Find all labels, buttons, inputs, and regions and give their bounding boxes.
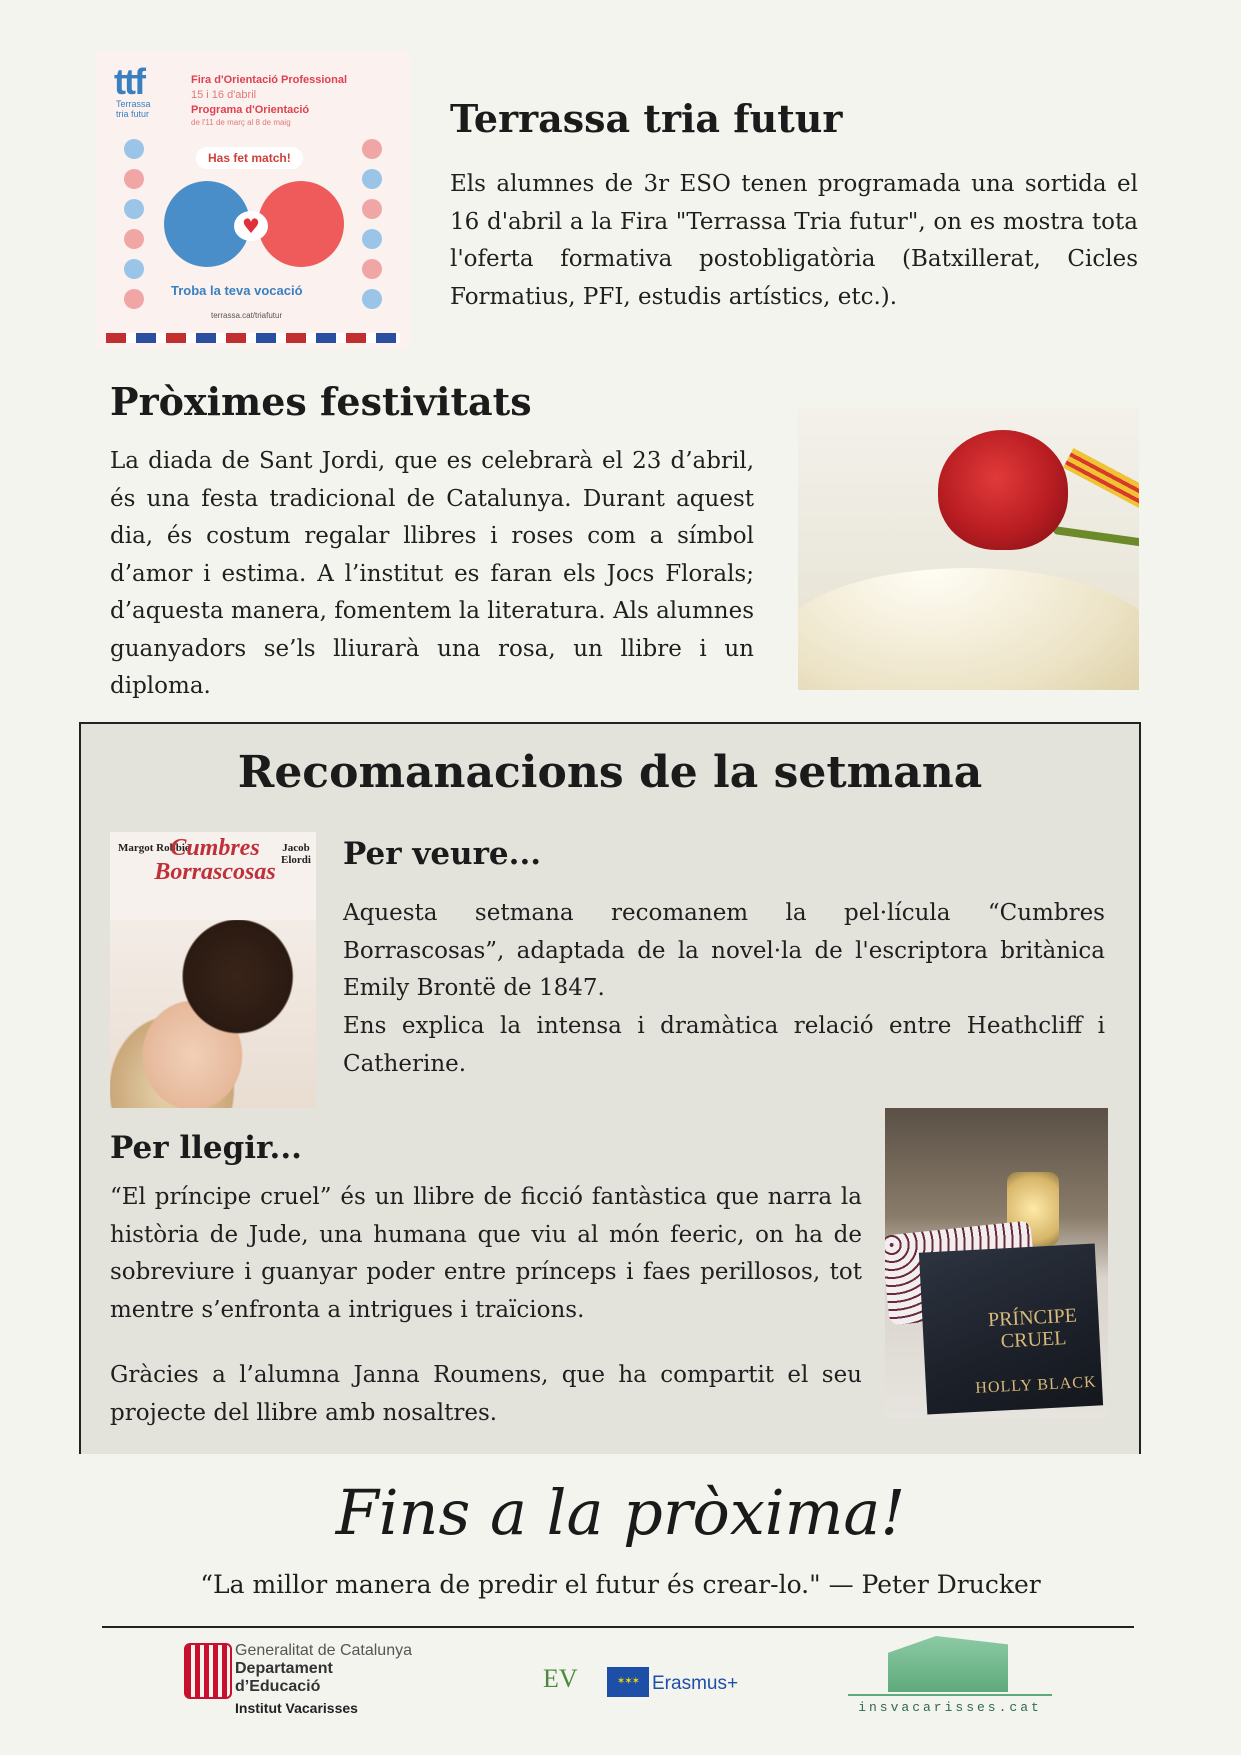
poster-camera-circle	[258, 181, 344, 267]
poster-logo-sub: Terrassa tria futur	[116, 99, 151, 119]
poster-actor-left: Margot Robbie	[118, 842, 190, 854]
senyera-ribbon	[1063, 448, 1139, 510]
poster-url: terrassa.cat/triafutur	[211, 311, 283, 320]
avatar-icon	[124, 259, 144, 279]
poster-line-3: Programa d'Orientació	[191, 104, 310, 116]
festivities-body: La diada de Sant Jordi, que es celebrarà el 23 d’abril, és una festa tradicional de Catalunya. Durant aquest dia, és costum regalar llibres i roses com a símbol d’amor i estima. A l’institut es faran els Jocs Florals; d’aquesta manera, fomentem la literatura. Als alumnes guanyadors se’ls lliurarà una rosa, un llibre i un diploma.	[110, 448, 754, 699]
gencat-line-3: d’Educació	[235, 1678, 321, 1695]
avatar-icon	[124, 169, 144, 189]
read-body-1: “El príncipe cruel” és un llibre de ficció fantàstica que narra la història de Jude, una humana que viu al món feeric, on ha de sobreviure i guanyar poder entre prínceps i faes perillosos, tot mentre s’enfronta a intrigues i traïcions.	[110, 1184, 862, 1323]
poster-line-1: Fira d'Orientació Professional	[191, 74, 348, 86]
profession-icon	[362, 199, 382, 219]
gencat-line-1: Generalitat de Catalunya	[235, 1642, 412, 1659]
watch-body-1: Aquesta setmana recomanem la pel·lícula “Cumbres Borrascosas”, adaptada de la novel·la de l'escriptora britànica Emily Brontë de 1847.	[343, 900, 1105, 1001]
event-body: Els alumnes de 3r ESO tenen programada una sortida el 16 d'abril a la Fira "Terrassa Tria futur", on es mostra tota l'oferta formativa postobligatòria (Batxillerat, Cicles Formatius, PFI, estudis artístics, etc.).	[450, 171, 1138, 310]
read-body-2: Gràcies a l’alumna Janna Roumens, que ha compartit el seu projecte del llibre amb nosaltres.	[110, 1362, 862, 1426]
sponsor-logos	[106, 333, 400, 343]
poster-line-4: de l'11 de març al 8 de maig	[191, 118, 291, 127]
institute-logo-line	[848, 1694, 1052, 1696]
poster-line-2: 15 i 16 d'abril	[191, 89, 257, 101]
erasmus-label: Erasmus+	[652, 1673, 739, 1694]
avatar-icon	[124, 139, 144, 159]
recommendations-title: Recomanacions de la setmana	[237, 747, 983, 798]
book-cover-title: PRÍNCIPE CRUEL	[987, 1304, 1078, 1353]
book-photo-image	[885, 1108, 1108, 1418]
poster-tagline: Troba la teva vocació	[171, 283, 303, 298]
eu-flag-icon: ✶✶✶	[607, 1667, 649, 1697]
farewell-text: Fins a la pròxima!	[335, 1476, 906, 1549]
footer-divider	[102, 1626, 1134, 1628]
poster-movie-title: Cumbres Borrascosas	[154, 835, 276, 885]
profession-icon	[362, 229, 382, 249]
festivities-title: Pròximes festivitats	[110, 379, 532, 424]
read-heading: Per llegir...	[110, 1130, 302, 1166]
avatar-icon	[124, 289, 144, 309]
quote-text: “La millor manera de predir el futur és crear-lo." — Peter Drucker	[200, 1570, 1041, 1599]
profession-icon	[362, 139, 382, 159]
avatar-icon	[124, 199, 144, 219]
watch-heading: Per veure...	[343, 836, 542, 872]
ev-logo-icon: EV	[543, 1664, 578, 1693]
gencat-text	[235, 1642, 412, 1696]
institute-name: Institut Vacarisses	[235, 1700, 358, 1716]
profession-icon	[362, 169, 382, 189]
open-book	[798, 568, 1139, 690]
institute-site: insvacarisses.cat	[858, 1700, 1042, 1715]
poster-actor-right: Jacob Elordi	[281, 842, 311, 866]
event-title: Terrassa tria futur	[450, 96, 843, 141]
book-cover	[919, 1244, 1103, 1415]
book-cover-author: HOLLY BLACK	[974, 1373, 1097, 1397]
rose-stem	[1053, 526, 1139, 548]
poster-info	[191, 73, 347, 128]
gencat-line-2: Departament	[235, 1660, 333, 1677]
institute-building-icon	[888, 1636, 1008, 1692]
profession-icon	[362, 259, 382, 279]
rose-icon	[938, 430, 1068, 550]
poster-logo: ttf	[114, 61, 144, 102]
heart-icon: ♥	[234, 211, 268, 241]
rose-book-image	[798, 408, 1139, 690]
profession-icon	[362, 289, 382, 309]
event-poster-image	[96, 51, 410, 349]
movie-poster-image	[110, 832, 316, 1108]
gencat-logo-icon	[184, 1643, 232, 1699]
avatar-icon	[124, 229, 144, 249]
poster-bubble: Has fet match!	[196, 147, 303, 169]
watch-body-2: Ens explica la intensa i dramàtica relació entre Heathcliff i Catherine.	[343, 1013, 1105, 1077]
poster-scene	[110, 920, 316, 1108]
